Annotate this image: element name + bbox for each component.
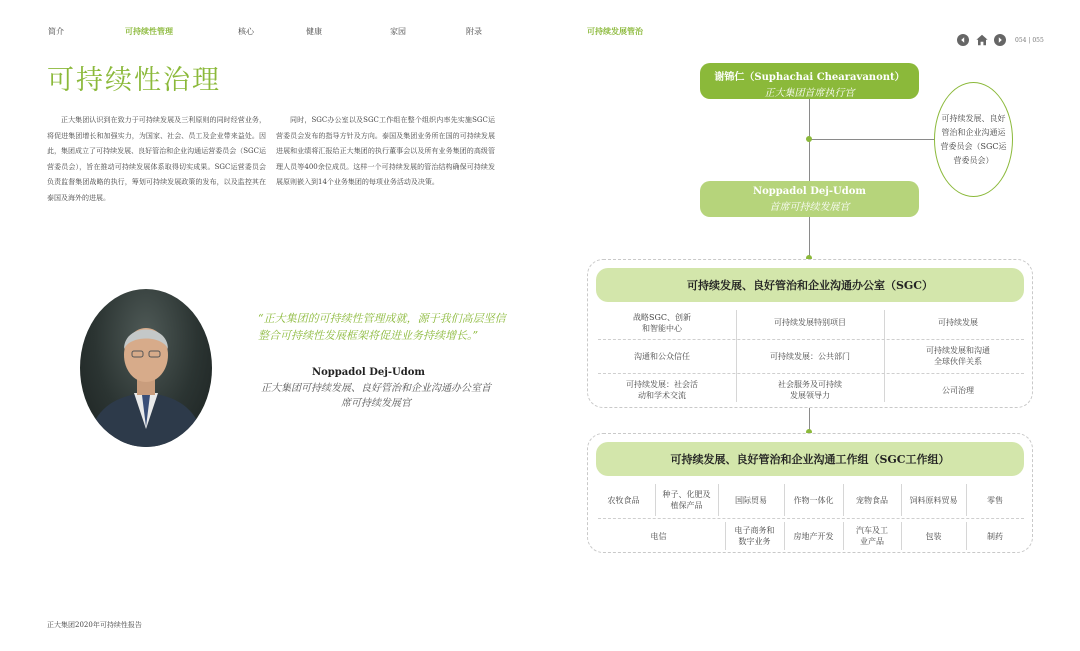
cso-role: 首席可持续发展官 — [769, 202, 850, 213]
quote-author-name: Noppadol Dej-Udom — [312, 367, 425, 378]
cso-name: Noppadol Dej-Udom — [753, 186, 866, 197]
section-label: 可持续发展管治 — [587, 26, 643, 36]
business-unit: 零售 — [987, 495, 1003, 505]
nav-item-home[interactable]: 家园 — [390, 27, 406, 36]
office-unit: 公司治理 — [942, 385, 974, 395]
office-unit: 可持续发展特别项目 — [774, 318, 846, 327]
office-unit: 可持续发展和沟通 全球伙伴关系 — [926, 346, 990, 366]
office-unit: 社会服务及可持续 发展领导力 — [778, 380, 842, 400]
office-unit: 可持续发展 — [938, 318, 978, 327]
office-unit: 沟通和公众信任 — [634, 351, 690, 361]
sgc-workgroup-title: 可持续发展、良好管治和企业沟通工作组（SGC工作组） — [596, 442, 1024, 476]
ceo-box — [700, 63, 919, 99]
home-icon[interactable] — [976, 34, 988, 46]
chevron-left-circle-icon[interactable] — [957, 34, 969, 46]
business-unit: 国际贸易 — [735, 495, 767, 505]
cso-box — [700, 181, 919, 217]
divider — [598, 518, 1024, 519]
page-controls — [957, 34, 1047, 48]
nav-item-appendix[interactable]: 附录 — [466, 27, 482, 36]
sgc-office-panel — [587, 259, 1033, 408]
business-unit: 汽车及工 业产品 — [856, 526, 888, 546]
ceo-role: 正大集团首席执行官 — [764, 88, 855, 99]
business-unit: 宠物食品 — [856, 495, 888, 505]
ceo-name: 谢锦仁（Suphachai Chearavanont） — [714, 72, 905, 83]
business-unit: 电信 — [650, 531, 667, 541]
business-unit: 房地产开发 — [793, 531, 834, 541]
office-unit: 战略SGC、创新 和智能中心 — [633, 312, 691, 333]
top-nav — [0, 26, 1080, 40]
office-unit: 可持续发展：公共部门 — [770, 351, 850, 361]
nav-item-intro[interactable]: 简介 — [48, 27, 64, 36]
business-unit: 制药 — [987, 531, 1003, 541]
person-silhouette-icon — [80, 289, 212, 447]
business-unit: 农牧食品 — [607, 495, 640, 505]
page-number: 054 | 055 — [1015, 37, 1044, 44]
office-unit: 可持续发展：社会活 动和学术交流 — [626, 380, 698, 400]
nav-item-health[interactable]: 健康 — [306, 27, 322, 36]
business-unit: 饲料原料贸易 — [909, 495, 958, 505]
executive-portrait — [80, 289, 212, 447]
sgc-committee-label: 可持续发展、良好管治和企业沟通运营委员会（SGC运营委员会） — [940, 113, 1007, 165]
report-footer: 正大集团2020年可持续性报告 — [47, 621, 142, 629]
nav-item-core[interactable]: 核心 — [238, 27, 254, 36]
business-unit: 种子、化肥及 植保产品 — [662, 490, 711, 510]
nav-item-sustainability-management[interactable]: 可持续性管理 — [125, 26, 173, 36]
quote-author-title: 正大集团可持续发展、良好管治和企业沟通办公室首席可持续发展官 — [261, 383, 491, 409]
executive-quote: “正大集团的可持续性管理成就，源于我们高层坚信整合可持续性发展框架将促进业务持续增长。” — [258, 312, 506, 342]
sgc-committee-oval — [934, 82, 1013, 197]
business-unit: 作物一体化 — [793, 495, 834, 505]
connector-cso-office — [809, 217, 810, 259]
business-unit: 电子商务和 数字业务 — [734, 526, 775, 546]
body-paragraph-2: 同时，SGC办公室以及SGC工作组在整个组织内率先实施SGC运营委员会发布的指导方针及方向。泰国及集团业务所在国的可持续发展进展和业绩将汇报给正大集团的执行董事会以及所有业务集团的高级管理人员等400余位成员。这样一个可持续发展的管治结构确保可持续发展原则嵌入到14个业务集团的每项业务活动及决策。 — [276, 116, 495, 186]
business-unit: 包装 — [925, 531, 942, 541]
sgc-workgroup-panel — [587, 433, 1033, 553]
sgc-office-title: 可持续发展、良好管治和企业沟通办公室（SGC） — [596, 268, 1024, 302]
page-title: 可持续性治理 — [47, 65, 221, 96]
connector-dot — [806, 136, 812, 142]
chevron-right-circle-icon[interactable] — [994, 34, 1006, 46]
body-paragraph-1: 正大集团认识到在致力于可持续发展及三利原则的同时经营业务，将促进集团增长和加强实力，为国家、社会、员工及企业带来益处。因此，集团成立了可持续发展、良好管治和企业沟通运营委员会（SGC运营委员会），旨在推动可持续发展体系取得切实成果。SGC运营委员会负责监督集团战略的执行，筹划可持续发展政策的发布，以及监控其在泰国及海外的进展。 — [47, 116, 266, 202]
connector-committee — [809, 139, 934, 140]
